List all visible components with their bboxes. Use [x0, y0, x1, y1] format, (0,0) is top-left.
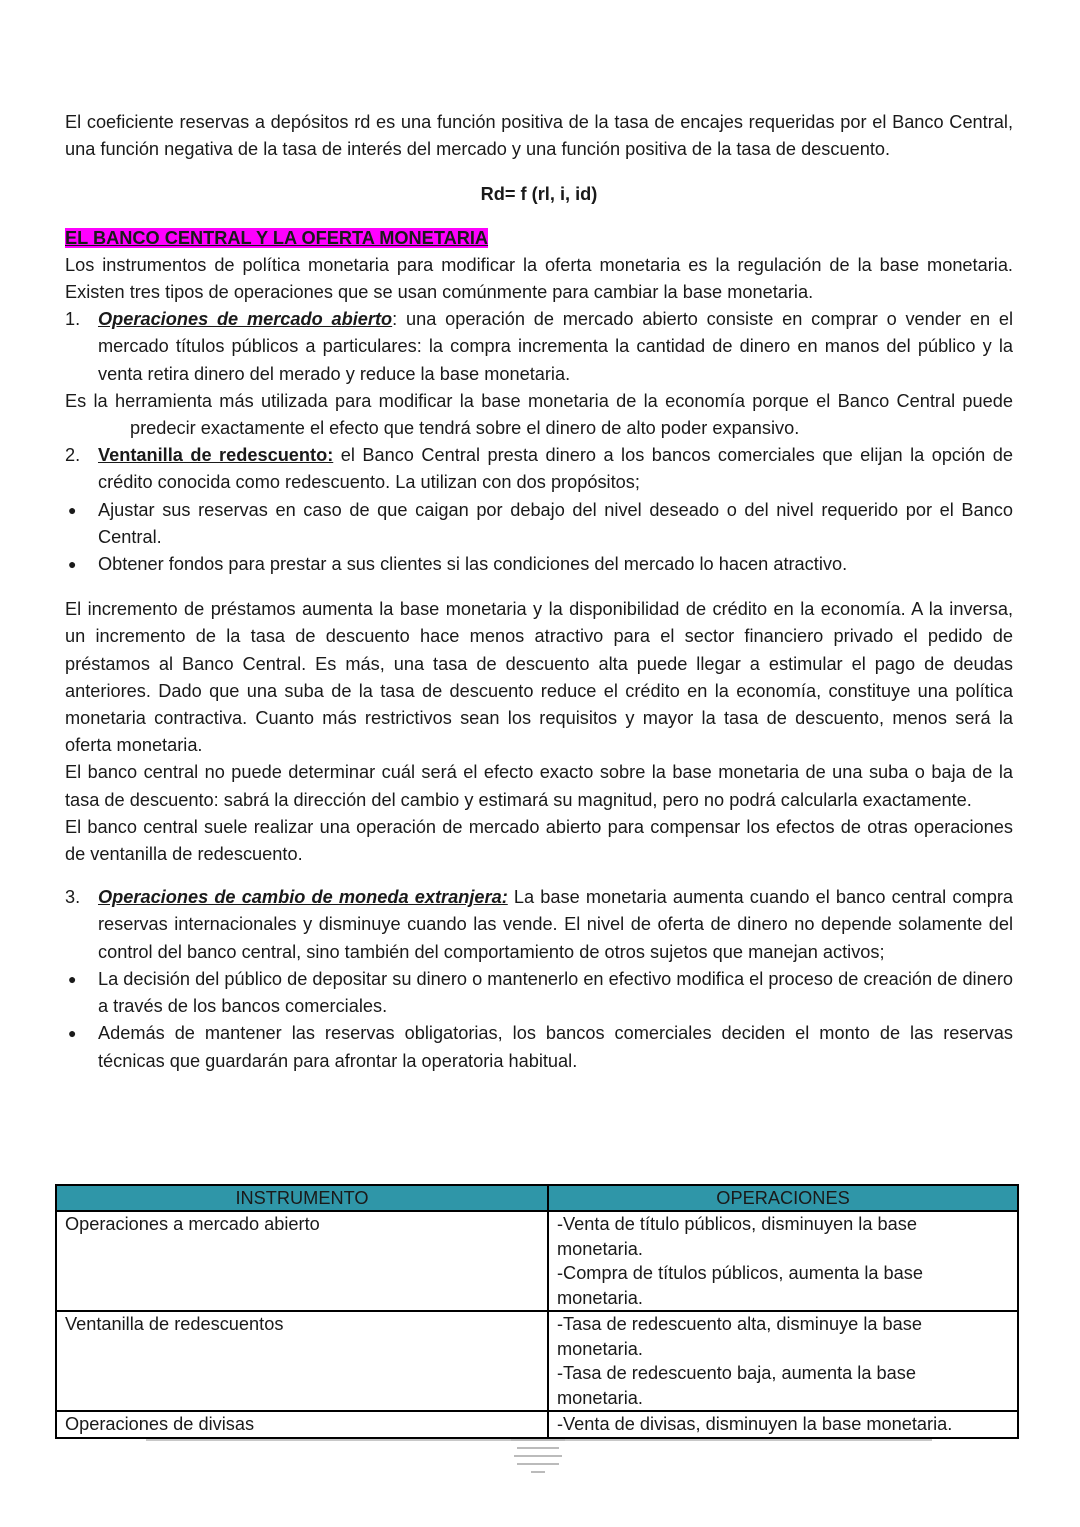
section-heading: [65, 225, 1013, 252]
paragraph: Es la herramienta más utilizada para modificar la base monetaria de la economía porque el Banco Central puede predecir exactamente el efecto que tendrá sobre el dinero de alto poder expansivo.: [65, 390, 1013, 439]
bullet-text: La decisión del público de depositar su dinero o mantenerlo en efectivo modifica el proceso de creación de dinero a través de los bancos comerciales.: [98, 968, 1013, 1017]
operation-line: -Venta de título públicos, disminuyen la base: [557, 1214, 917, 1234]
bullet-icon: ●: [68, 556, 77, 573]
item-text: La base monetaria aumenta cuando el banco central compra reservas internacionales y disminuye cuando las vende. El nivel de oferta de dinero no depende solamente del control del banco central, sino también del comportamiento de otros sujetos que manejan activos;: [98, 887, 1013, 962]
operation-line: -Tasa de redescuento baja, aumenta la base: [557, 1363, 916, 1383]
column-header-instrument: INSTRUMENTO: [56, 1185, 548, 1211]
watermark-logo-icon: [511, 1437, 565, 1477]
paragraph: El incremento de préstamos aumenta la base monetaria y la disponibilidad de crédito en la economía. A la inversa, un incremento de la tasa de descuento hace menos atractivo para el sector financiero privado el pedido de préstamos al Banco Central. Es más, una tasa de descuento alta puede llegar a estimular el pago de deudas anteriores. Dado que una suba de la tasa de descuento reduce el crédito en la economía, constituye una política monetaria contractiva. Cuanto más restrictivos sean los requisitos y mayor la tasa de descuento, menos será la oferta monetaria.: [65, 599, 1013, 756]
operation-line: monetaria.: [557, 1387, 643, 1408]
table-header-row: [56, 1185, 1018, 1211]
instrument-cell: Ventanilla de redescuentos: [56, 1311, 548, 1411]
bullet-icon: ●: [68, 501, 77, 518]
instrument-cell: Operaciones a mercado abierto: [56, 1211, 548, 1311]
formula: Rd= f (rl, i, id): [480, 184, 598, 205]
bullet-text: Obtener fondos para prestar a sus clientes si las condiciones del mercado lo hacen atractivo.: [98, 554, 848, 575]
numbered-item: [65, 442, 1013, 496]
table-row: [56, 1211, 1018, 1311]
operations-cell: [548, 1211, 1018, 1311]
item-text: : una operación de mercado abierto consiste en comprar o vender en el mercado títulos públicos a particulares: la compra incrementa la cantidad de dinero en manos del público y la venta retira dinero del merado y reduce la base monetaria.: [98, 309, 1013, 384]
paragraph: Los instrumentos de política monetaria para modificar la oferta monetaria es la regulación de la base monetaria. Existen tres tipos de operaciones que se usan comúnmente para cambiar la base monetaria.: [65, 254, 1013, 303]
operation-line: -Compra de títulos públicos, aumenta la base: [557, 1263, 923, 1283]
table-row: [56, 1411, 1018, 1438]
operations-cell: [548, 1311, 1018, 1411]
bullet-item: [65, 551, 1013, 578]
column-header-operations: OPERACIONES: [548, 1185, 1018, 1211]
item-term: Operaciones de cambio de moneda extranjera:: [98, 887, 508, 908]
operations-cell: [548, 1411, 1018, 1438]
operation-line: monetaria.: [557, 1238, 643, 1259]
bullet-icon: ●: [68, 1025, 77, 1042]
item-number: 3.: [65, 887, 81, 908]
bullet-icon: ●: [68, 970, 77, 987]
item-term: Operaciones de mercado abierto: [98, 309, 393, 330]
paragraph: El banco central suele realizar una operación de mercado abierto para compensar los efectos de otras operaciones de ventanilla de redescuento.: [65, 816, 1013, 865]
bullet-text: Ajustar sus reservas en caso de que caigan por debajo del nivel deseado o del nivel requerido por el Banco Central.: [98, 499, 1013, 547]
operation-line: -Tasa de redescuento alta, disminuye la base: [557, 1314, 922, 1334]
item-text: el Banco Central presta dinero a los bancos comerciales que elijan la opción de crédito conocida como redescuento. La utilizan con dos propósitos;: [98, 445, 1013, 493]
document-body: [65, 109, 1013, 1075]
bullet-item: [65, 497, 1013, 551]
paragraph: El banco central no puede determinar cuál será el efecto exacto sobre la base monetaria de una suba o baja de la tasa de descuento: sabrá la dirección del cambio y estimará su magnitud, pero no podrá calcularla exactamente.: [65, 762, 1013, 810]
item-number: 1.: [65, 309, 81, 330]
bullet-item: [65, 966, 1013, 1020]
instrument-cell: Operaciones de divisas: [56, 1411, 548, 1438]
operation-line: -Venta de divisas, disminuyen la base monetaria.: [557, 1414, 953, 1434]
item-number: 2.: [65, 445, 81, 466]
item-term: Ventanilla de redescuento:: [98, 445, 334, 466]
section-heading-text: EL BANCO CENTRAL Y LA OFERTA MONETARIA: [65, 227, 489, 248]
operation-line: monetaria.: [557, 1287, 643, 1308]
table-row: [56, 1311, 1018, 1411]
intro-paragraph: El coeficiente reservas a depósitos rd es una función positiva de la tasa de encajes requeridas por el Banco Central, una función negativa de la tasa de interés del mercado y una función positiva de la tasa de descuento.: [65, 112, 1013, 160]
numbered-item: [65, 884, 1013, 966]
instruments-table: [55, 1184, 1019, 1439]
numbered-item: [65, 306, 1013, 388]
bullet-text: Además de mantener las reservas obligatorias, los bancos comerciales deciden el monto de las reservas técnicas que guardarán para afrontar la operatoria habitual.: [98, 1023, 1013, 1071]
operation-line: monetaria.: [557, 1338, 643, 1359]
bullet-item: [65, 1020, 1013, 1074]
